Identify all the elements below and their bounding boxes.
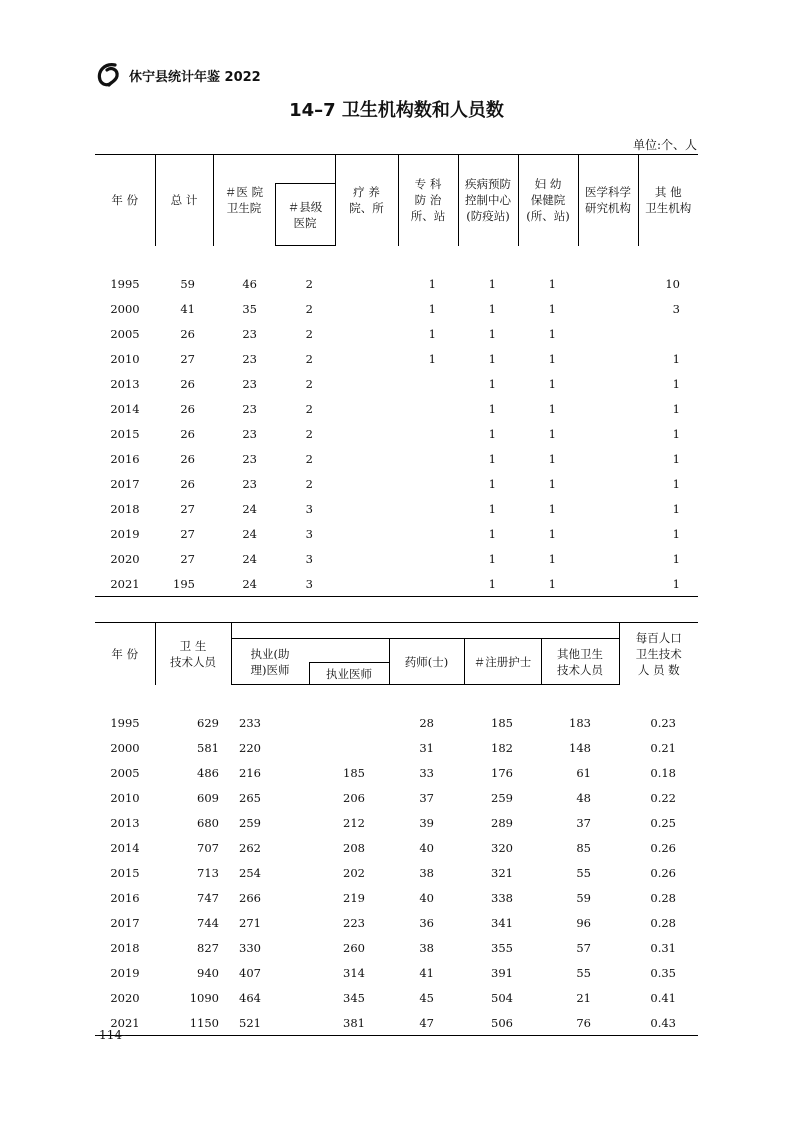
cell-total: 26 [180, 451, 195, 466]
cell-hospital: 24 [213, 571, 275, 597]
cell-nurses: 504 [491, 990, 513, 1005]
table-row [95, 960, 698, 985]
cell-hospital: 23 [242, 476, 257, 491]
cell-county: 2 [305, 426, 313, 441]
cell-other: 3 [672, 301, 680, 316]
cell-licensed: 202 [343, 865, 365, 880]
cell-year: 1995 [110, 715, 140, 730]
unit-note: 单位:个、人 [632, 138, 697, 152]
cell-research [578, 546, 638, 571]
cell-year: 2016 [110, 451, 140, 466]
cell-nurses: 259 [491, 790, 513, 805]
cell-nurses: 506 [464, 1010, 541, 1036]
cell-pharm: 40 [419, 840, 434, 855]
cell-year: 2021 [95, 571, 155, 597]
cell-pharm: 40 [419, 890, 434, 905]
cell-total: 41 [180, 301, 195, 316]
cell-other: 61 [576, 765, 591, 780]
cell-licensed: 219 [343, 890, 365, 905]
cell-tech: 713 [197, 865, 219, 880]
cell-sanatorium [335, 396, 398, 421]
table-row [95, 421, 698, 446]
cell-cdc: 1 [488, 401, 496, 416]
cell-per: 0.28 [650, 890, 676, 905]
cell-other: 1 [672, 376, 680, 391]
col-sanatorium: 疗 养 院、所 [335, 155, 398, 246]
cell-year: 2005 [110, 326, 140, 341]
cell-tech: 744 [197, 915, 219, 930]
table-row [95, 446, 698, 471]
cell-year: 2010 [110, 790, 140, 805]
cell-other: 1 [672, 451, 680, 466]
cell-sanatorium [335, 296, 398, 321]
cell-licensed: 314 [343, 965, 365, 980]
cell-pharm: 28 [419, 715, 434, 730]
cell-hospital: 46 [242, 276, 257, 291]
cell-year: 2015 [110, 426, 140, 441]
book-title: 休宁县统计年鉴 2022 [129, 69, 261, 85]
cell-other: 148 [569, 740, 591, 755]
cell-doctors: 216 [239, 765, 261, 780]
cell-year: 2017 [110, 915, 140, 930]
cell-other: 85 [576, 840, 591, 855]
cell-cdc: 1 [488, 476, 496, 491]
col2-per-hundred: 每百人口 卫生技术 人 员 数 [619, 623, 698, 685]
cell-specialized [398, 371, 458, 396]
cell-other: 1 [672, 526, 680, 541]
cell-county: 2 [305, 451, 313, 466]
cell-nurses: 391 [491, 965, 513, 980]
cell-doctors: 259 [239, 815, 261, 830]
cell-maternal: 1 [548, 451, 556, 466]
cell-cdc: 1 [488, 376, 496, 391]
table-row [95, 571, 698, 597]
col-other: 其 他 卫生机构 [638, 155, 698, 246]
cell-pharm: 33 [419, 765, 434, 780]
cell-research [578, 496, 638, 521]
cell-other: 10 [665, 276, 680, 291]
table-row [95, 760, 698, 785]
cell-cdc: 1 [488, 276, 496, 291]
cell-research [578, 346, 638, 371]
cell-other: 183 [569, 715, 591, 730]
table-row [95, 1010, 698, 1036]
cell-tech: 609 [197, 790, 219, 805]
cell-other: 76 [541, 1010, 619, 1036]
cell-other: 96 [576, 915, 591, 930]
cell-per: 0.43 [619, 1010, 698, 1036]
cell-maternal: 1 [548, 301, 556, 316]
cell-licensed: 212 [343, 815, 365, 830]
cell-total: 195 [155, 571, 213, 597]
table-row [95, 785, 698, 810]
cell-specialized [398, 471, 458, 496]
cell-maternal: 1 [548, 326, 556, 341]
cell-specialized [398, 421, 458, 446]
cell-doctors: 271 [239, 915, 261, 930]
cell-research [578, 421, 638, 446]
cell-other: 48 [576, 790, 591, 805]
cell-tech: 940 [197, 965, 219, 980]
col-county-hospital: ＃县级 医院 [275, 184, 335, 246]
cell-pharm: 36 [419, 915, 434, 930]
cell-nurses: 185 [491, 715, 513, 730]
col-total: 总 计 [155, 155, 213, 246]
institutions-table [95, 154, 698, 597]
cell-licensed [309, 710, 389, 735]
cell-other: 1 [672, 351, 680, 366]
table-row [95, 835, 698, 860]
table-row [95, 885, 698, 910]
cell-hospital: 23 [242, 376, 257, 391]
col2-tech-staff: 卫 生 技术人员 [155, 623, 231, 685]
cell-tech: 486 [197, 765, 219, 780]
cell-other: 55 [576, 965, 591, 980]
cell-maternal: 1 [548, 526, 556, 541]
cell-doctors: 464 [239, 990, 261, 1005]
cell-specialized [398, 546, 458, 571]
yearbook-logo-icon [95, 61, 123, 89]
cell-per: 0.23 [650, 715, 676, 730]
cell-cdc: 1 [488, 351, 496, 366]
cell-county: 3 [305, 501, 313, 516]
cell-specialized: 1 [428, 301, 436, 316]
cell-county: 2 [305, 351, 313, 366]
cell-licensed [309, 735, 389, 760]
cell-research [578, 471, 638, 496]
cell-per: 0.31 [650, 940, 676, 955]
col-maternal: 妇 幼 保健院 (所、站) [518, 155, 578, 246]
cell-licensed: 206 [343, 790, 365, 805]
cell-pharm: 41 [419, 965, 434, 980]
cell-nurses: 355 [491, 940, 513, 955]
cell-maternal: 1 [548, 401, 556, 416]
cell-doctors: 521 [231, 1010, 309, 1036]
cell-doctors: 330 [239, 940, 261, 955]
cell-research [578, 571, 638, 597]
cell-nurses: 289 [491, 815, 513, 830]
col2-other-tech: 其他卫生 技术人员 [541, 639, 619, 685]
col2-nurses: ＃注册护士 [464, 639, 541, 685]
cell-research [578, 371, 638, 396]
cell-year: 2020 [110, 990, 140, 1005]
cell-sanatorium [335, 571, 398, 597]
table-row [95, 935, 698, 960]
cell-county: 2 [305, 301, 313, 316]
cell-pharm: 38 [419, 940, 434, 955]
cell-cdc: 1 [488, 551, 496, 566]
cell-research [578, 321, 638, 346]
cell-year: 2013 [110, 376, 140, 391]
cell-research [578, 446, 638, 471]
cell-pharm: 39 [419, 815, 434, 830]
table2-body [95, 685, 698, 1036]
cell-tech: 1090 [189, 990, 219, 1005]
col2-doctors: 执业(助 理)医师 [231, 639, 309, 685]
table-row [95, 910, 698, 935]
cell-year: 2018 [110, 501, 140, 516]
cell-per: 0.26 [650, 865, 676, 880]
cell-licensed: 260 [343, 940, 365, 955]
cell-year: 2017 [110, 476, 140, 491]
cell-sanatorium [335, 546, 398, 571]
cell-hospital: 24 [242, 501, 257, 516]
table-title: 14–7 卫生机构数和人员数 [289, 100, 504, 121]
table-row [95, 296, 698, 321]
table-row [95, 521, 698, 546]
col-research: 医学科学 研究机构 [578, 155, 638, 246]
cell-research [578, 271, 638, 296]
cell-specialized [398, 571, 458, 597]
cell-total: 26 [180, 426, 195, 441]
cell-specialized: 1 [428, 351, 436, 366]
table-row [95, 810, 698, 835]
cell-nurses: 182 [491, 740, 513, 755]
personnel-table [95, 622, 698, 1036]
col-hospital: ＃医 院 卫生院 [213, 155, 275, 246]
cell-tech: 629 [197, 715, 219, 730]
cell-other: 1 [672, 551, 680, 566]
cell-specialized [398, 446, 458, 471]
cell-county: 2 [305, 401, 313, 416]
cell-licensed: 381 [309, 1010, 389, 1036]
cell-total: 26 [180, 401, 195, 416]
cell-cdc: 1 [488, 451, 496, 466]
cell-research [578, 296, 638, 321]
cell-sanatorium [335, 371, 398, 396]
cell-year: 2005 [110, 765, 140, 780]
cell-hospital: 23 [242, 401, 257, 416]
cell-total: 27 [180, 551, 195, 566]
cell-pharm: 37 [419, 790, 434, 805]
cell-county: 3 [305, 526, 313, 541]
table-row [95, 271, 698, 296]
cell-year: 2010 [110, 351, 140, 366]
cell-research [578, 396, 638, 421]
cell-hospital: 23 [242, 451, 257, 466]
cell-maternal: 1 [548, 476, 556, 491]
cell-per: 0.21 [650, 740, 676, 755]
cell-other: 21 [576, 990, 591, 1005]
cell-maternal: 1 [548, 501, 556, 516]
cell-licensed: 208 [343, 840, 365, 855]
col2-year: 年 份 [111, 646, 139, 661]
cell-tech: 747 [197, 890, 219, 905]
cell-specialized: 1 [428, 276, 436, 291]
cell-specialized [398, 396, 458, 421]
cell-nurses: 338 [491, 890, 513, 905]
col-year: 年 份 [111, 193, 139, 208]
cell-per: 0.26 [650, 840, 676, 855]
col2-pharmacists: 药师(士) [389, 639, 464, 685]
cell-year: 2016 [110, 890, 140, 905]
cell-year: 2014 [110, 840, 140, 855]
cell-total: 26 [180, 376, 195, 391]
cell-pharm: 45 [419, 990, 434, 1005]
cell-hospital: 35 [242, 301, 257, 316]
table1-body [95, 246, 698, 597]
table-row [95, 346, 698, 371]
cell-maternal: 1 [548, 376, 556, 391]
cell-year: 2015 [110, 865, 140, 880]
cell-maternal: 1 [518, 571, 578, 597]
table-row [95, 985, 698, 1010]
cell-sanatorium [335, 471, 398, 496]
cell-licensed: 223 [343, 915, 365, 930]
cell-county: 2 [305, 476, 313, 491]
cell-hospital: 24 [242, 526, 257, 541]
cell-nurses: 321 [491, 865, 513, 880]
cell-county: 2 [305, 326, 313, 341]
cell-other: 59 [576, 890, 591, 905]
cell-total: 27 [180, 526, 195, 541]
cell-doctors: 254 [239, 865, 261, 880]
cell-specialized [398, 521, 458, 546]
cell-total: 26 [180, 476, 195, 491]
cell-pharm: 38 [419, 865, 434, 880]
cell-tech: 581 [197, 740, 219, 755]
cell-other: 37 [576, 815, 591, 830]
cell-total: 26 [180, 326, 195, 341]
cell-doctors: 220 [239, 740, 261, 755]
cell-year: 2013 [110, 815, 140, 830]
cell-specialized: 1 [428, 326, 436, 341]
cell-county: 3 [275, 571, 335, 597]
table-row [95, 471, 698, 496]
cell-other: 1 [672, 401, 680, 416]
cell-sanatorium [335, 421, 398, 446]
cell-licensed: 185 [343, 765, 365, 780]
table-row [95, 321, 698, 346]
cell-hospital: 23 [242, 326, 257, 341]
col2-licensed: 执业医师 [309, 663, 389, 685]
cell-sanatorium [335, 446, 398, 471]
table-row [95, 860, 698, 885]
cell-sanatorium [335, 271, 398, 296]
cell-per: 0.18 [650, 765, 676, 780]
cell-year: 2018 [110, 940, 140, 955]
cell-per: 0.35 [650, 965, 676, 980]
table-row [95, 546, 698, 571]
cell-per: 0.22 [650, 790, 676, 805]
cell-maternal: 1 [548, 276, 556, 291]
cell-pharm: 31 [419, 740, 434, 755]
cell-specialized [398, 496, 458, 521]
cell-hospital: 24 [242, 551, 257, 566]
cell-per: 0.25 [650, 815, 676, 830]
cell-other: 1 [638, 571, 698, 597]
cell-doctors: 266 [239, 890, 261, 905]
cell-sanatorium [335, 321, 398, 346]
cell-cdc: 1 [488, 326, 496, 341]
table-row [95, 496, 698, 521]
table-row [95, 396, 698, 421]
cell-other: 1 [672, 476, 680, 491]
cell-cdc: 1 [488, 426, 496, 441]
cell-total: 59 [180, 276, 195, 291]
cell-total: 27 [180, 501, 195, 516]
page-number: -114- [95, 1028, 127, 1042]
cell-licensed: 345 [343, 990, 365, 1005]
cell-other: 1 [672, 426, 680, 441]
col-cdc: 疾病预防 控制中心 (防疫站) [458, 155, 518, 246]
cell-hospital: 23 [242, 426, 257, 441]
cell-other: 55 [576, 865, 591, 880]
cell-hospital: 23 [242, 351, 257, 366]
page-header [95, 60, 261, 90]
cell-year: 2000 [110, 301, 140, 316]
cell-tech: 680 [197, 815, 219, 830]
cell-nurses: 176 [491, 765, 513, 780]
table-row [95, 735, 698, 760]
cell-cdc: 1 [488, 526, 496, 541]
table-row [95, 371, 698, 396]
cell-doctors: 265 [239, 790, 261, 805]
cell-per: 0.28 [650, 915, 676, 930]
cell-doctors: 262 [239, 840, 261, 855]
cell-nurses: 341 [491, 915, 513, 930]
cell-tech: 1150 [155, 1010, 231, 1036]
cell-other: 57 [576, 940, 591, 955]
col-specialized: 专 科 防 治 所、站 [398, 155, 458, 246]
cell-sanatorium [335, 521, 398, 546]
cell-total: 27 [180, 351, 195, 366]
cell-maternal: 1 [548, 351, 556, 366]
cell-doctors: 233 [239, 715, 261, 730]
cell-year: 2014 [110, 401, 140, 416]
cell-year: 1995 [110, 276, 140, 291]
cell-other [638, 321, 698, 346]
cell-tech: 707 [197, 840, 219, 855]
cell-year: 2019 [110, 965, 140, 980]
cell-sanatorium [335, 346, 398, 371]
cell-county: 2 [305, 276, 313, 291]
cell-year: 2019 [110, 526, 140, 541]
cell-county: 3 [305, 551, 313, 566]
cell-other: 1 [672, 501, 680, 516]
cell-maternal: 1 [548, 551, 556, 566]
cell-cdc: 1 [458, 571, 518, 597]
cell-doctors: 407 [239, 965, 261, 980]
cell-county: 2 [305, 376, 313, 391]
cell-maternal: 1 [548, 426, 556, 441]
cell-year: 2000 [110, 740, 140, 755]
cell-year: 2020 [110, 551, 140, 566]
cell-research [578, 521, 638, 546]
cell-cdc: 1 [488, 501, 496, 516]
cell-cdc: 1 [488, 301, 496, 316]
cell-tech: 827 [197, 940, 219, 955]
cell-per: 0.41 [650, 990, 676, 1005]
cell-year: 2021 [95, 1010, 155, 1036]
cell-pharm: 47 [389, 1010, 464, 1036]
cell-sanatorium [335, 496, 398, 521]
table-row [95, 710, 698, 735]
cell-nurses: 320 [491, 840, 513, 855]
